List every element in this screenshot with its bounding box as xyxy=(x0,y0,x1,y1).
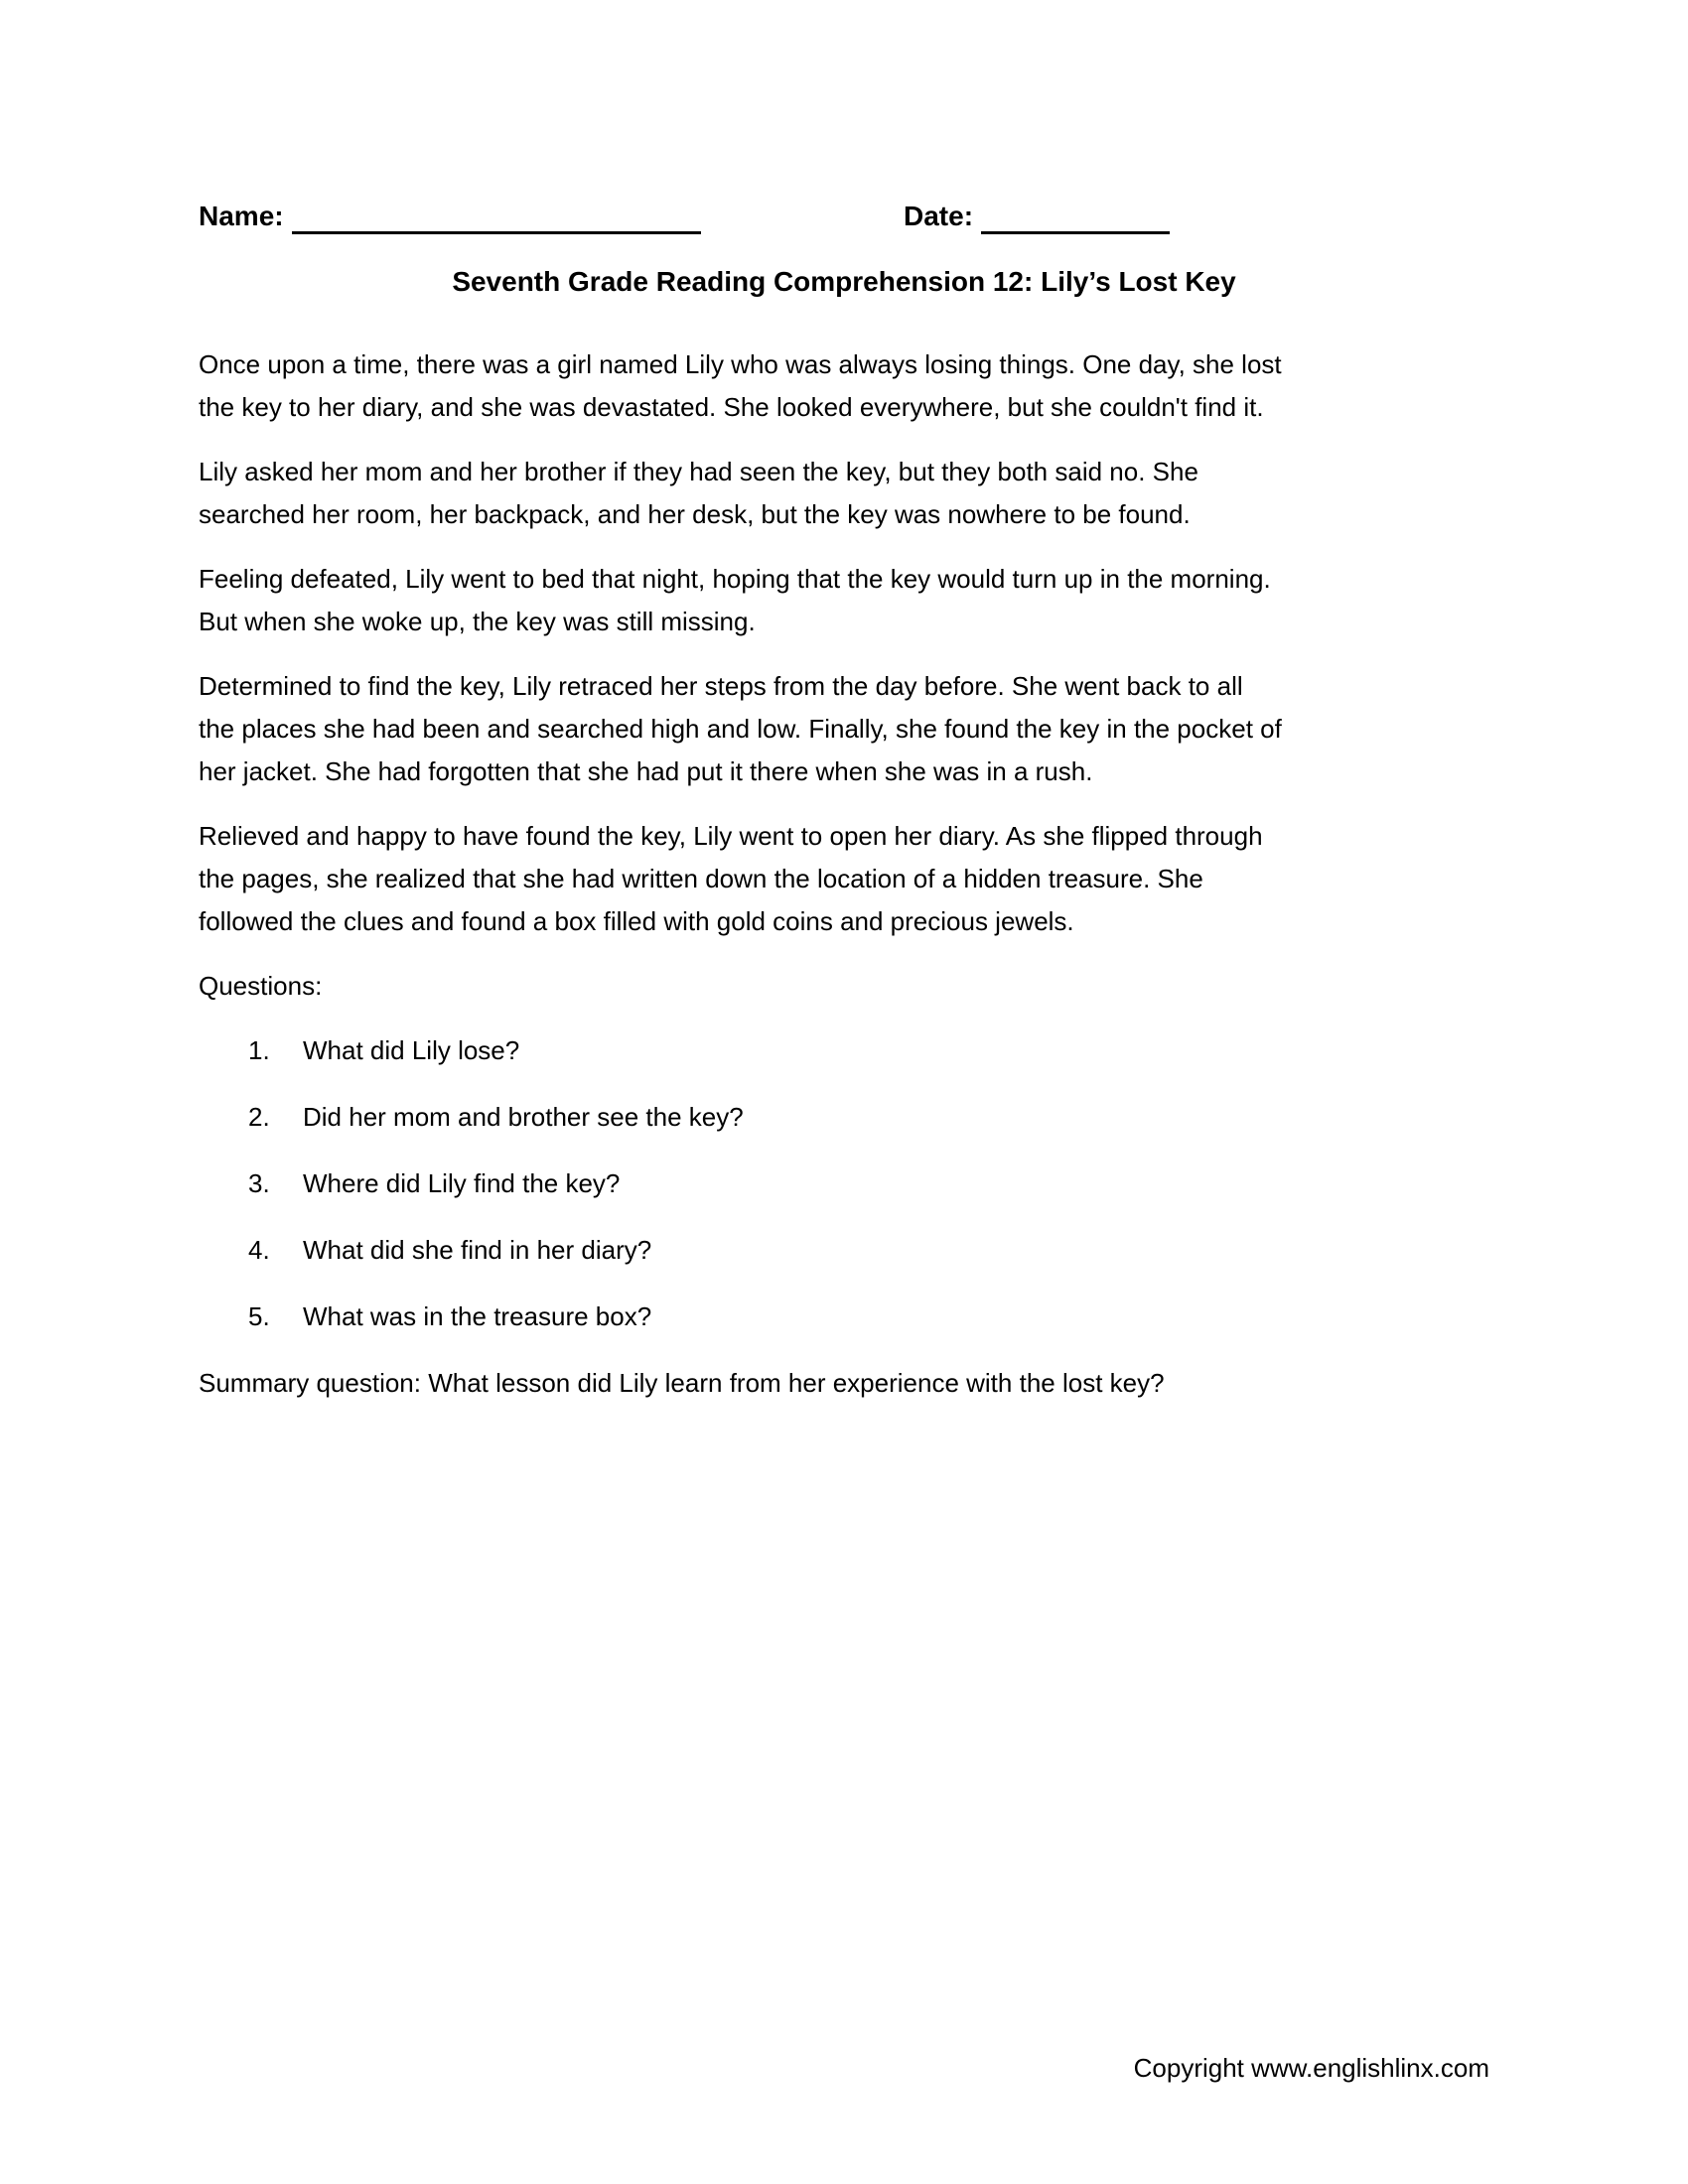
passage-paragraph-1: Once upon a time, there was a girl named Lily who was always losing things. One day, she lost the key to her diary, and she was devastated. She looked everywhere, but she couldn't find it. xyxy=(199,349,1282,422)
questions-heading: Questions: xyxy=(199,971,323,1001)
footer xyxy=(199,2051,1489,2085)
passage-paragraph-5: Relieved and happy to have found the key, Lily went to open her diary. As she flipped through the pages, she realized that she had written down the location of a hidden treasure. She followed the clues and found a box filled with gold coins and precious jewels. xyxy=(199,821,1263,936)
question-number: 3. xyxy=(248,1168,270,1198)
passage-paragraph-3: Feeling defeated, Lily went to bed that night, hoping that the key would turn up in the morning. But when she woke up, the key was still missing. xyxy=(199,564,1271,636)
question-text: Where did Lily find the key? xyxy=(303,1168,621,1198)
worksheet-content xyxy=(199,199,1489,1405)
question-item xyxy=(199,1162,1489,1205)
page-title: Seventh Grade Reading Comprehension 12: Lily’s Lost Key xyxy=(452,266,1236,297)
date-field-group xyxy=(904,199,1170,234)
question-number: 5. xyxy=(248,1301,270,1331)
question-item xyxy=(199,1029,1489,1072)
date-blank-line xyxy=(981,200,1170,234)
date-label: Date: xyxy=(904,201,974,231)
question-text: Did her mom and brother see the key? xyxy=(303,1102,744,1132)
name-label: Name: xyxy=(199,201,284,231)
question-item xyxy=(199,1229,1489,1272)
header-row xyxy=(199,199,1489,240)
question-item xyxy=(199,1096,1489,1139)
questions-list xyxy=(199,1029,1489,1338)
summary-question: Summary question: What lesson did Lily learn from her experience with the lost key? xyxy=(199,1368,1165,1398)
question-text: What was in the treasure box? xyxy=(303,1301,652,1331)
passage-paragraph-2: Lily asked her mom and her brother if they had seen the key, but they both said no. She searched her room, her backpack, and her desk, but the key was nowhere to be found. xyxy=(199,457,1198,529)
question-number: 4. xyxy=(248,1235,270,1265)
question-number: 1. xyxy=(248,1035,270,1065)
question-item xyxy=(199,1296,1489,1338)
question-number: 2. xyxy=(248,1102,270,1132)
question-text: What did Lily lose? xyxy=(303,1035,520,1065)
question-text: What did she find in her diary? xyxy=(303,1235,652,1265)
name-blank-line xyxy=(292,200,701,234)
name-field-group xyxy=(199,199,701,234)
passage-paragraph-4: Determined to find the key, Lily retraced her steps from the day before. She went back to all the places she had been and searched high and low. Finally, she found the key in the pocket of her jacket. She had forgotten that she had put it there when she was in a rush. xyxy=(199,671,1282,786)
copyright-text: Copyright www.englishlinx.com xyxy=(1133,2053,1489,2083)
passage xyxy=(199,343,1489,943)
